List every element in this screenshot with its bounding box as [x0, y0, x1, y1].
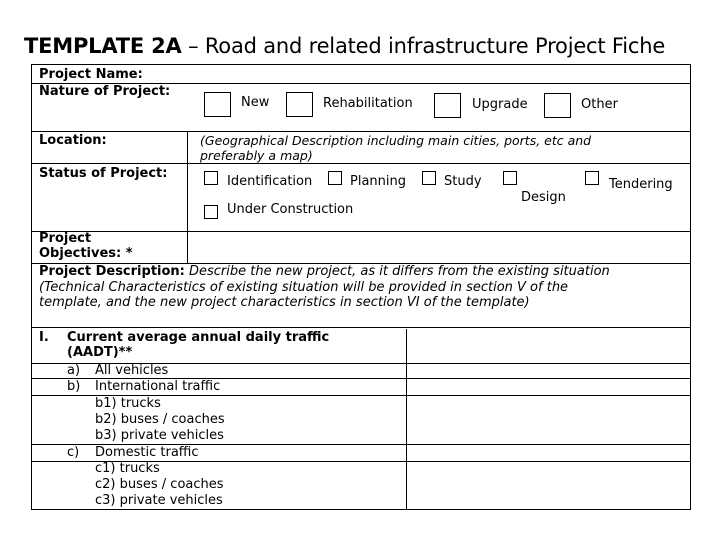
status-design-checkbox[interactable]	[503, 171, 517, 185]
description-label: Project Description:	[39, 264, 185, 279]
nature-rehabilitation-checkbox[interactable]	[286, 92, 313, 117]
project-fiche-form	[31, 64, 691, 510]
row-international-traffic: International traffic	[95, 379, 221, 394]
status-study-label: Study	[444, 174, 482, 189]
nature-new-label: New	[241, 95, 270, 110]
description-line-2: (Technical Characteristics of existing situation will be provided in section V of the	[39, 280, 569, 295]
objectives-label-continued: Objectives: *	[39, 246, 133, 261]
status-study-checkbox[interactable]	[422, 171, 436, 185]
column-divider	[406, 329, 407, 510]
template-subtitle: – Road and related infrastructure Project Fiche	[181, 34, 666, 58]
nature-rehabilitation-label: Rehabilitation	[323, 96, 413, 111]
status-tendering-label: Tendering	[609, 177, 673, 192]
nature-upgrade-label: Upgrade	[472, 97, 528, 112]
divider	[32, 163, 690, 164]
column-divider	[187, 131, 188, 264]
divider	[32, 131, 690, 132]
divider	[32, 231, 690, 232]
objectives-label: Project	[39, 231, 92, 246]
page-title	[24, 34, 665, 58]
row-international-breakdown: b1) trucks b2) buses / coaches b3) private vehicles	[95, 396, 225, 443]
traffic-heading-continued: (AADT)**	[67, 345, 133, 360]
project-name-label: Project Name:	[39, 67, 143, 82]
status-identification-checkbox[interactable]	[204, 171, 218, 185]
traffic-heading: Current average annual daily traffic	[67, 330, 330, 345]
row-prefix: b)	[67, 379, 81, 394]
location-hint-continued: preferably a map)	[200, 148, 313, 163]
location-hint: (Geographical Description including main cities, ports, etc and	[200, 133, 592, 148]
row-all-vehicles: All vehicles	[95, 363, 169, 378]
section-number: I.	[39, 330, 49, 345]
row-domestic-traffic: Domestic traffic	[95, 445, 199, 460]
status-planning-label: Planning	[350, 174, 406, 189]
divider	[32, 327, 690, 328]
nature-other-checkbox[interactable]	[544, 93, 571, 118]
description-text: Describe the new project, as it differs from the existing situation	[184, 264, 610, 279]
nature-upgrade-checkbox[interactable]	[434, 93, 461, 118]
row-prefix: c)	[67, 445, 80, 460]
location-label: Location:	[39, 133, 107, 148]
status-under-construction-label: Under Construction	[227, 202, 354, 217]
nature-other-label: Other	[581, 97, 618, 112]
nature-new-checkbox[interactable]	[204, 92, 231, 117]
description-line-1	[39, 264, 610, 279]
status-label: Status of Project:	[39, 166, 168, 181]
template-number: TEMPLATE 2A	[24, 34, 182, 58]
nature-label: Nature of Project:	[39, 84, 171, 99]
status-planning-checkbox[interactable]	[328, 171, 342, 185]
description-line-3: template, and the new project characteristics in section VI of the template)	[39, 295, 530, 310]
row-domestic-breakdown: c1) trucks c2) buses / coaches c3) private vehicles	[95, 461, 224, 508]
row-prefix: a)	[67, 363, 81, 378]
status-under-construction-checkbox[interactable]	[204, 205, 218, 219]
status-design-label: Design	[521, 190, 566, 205]
status-identification-label: Identification	[227, 174, 313, 189]
status-tendering-checkbox[interactable]	[585, 171, 599, 185]
